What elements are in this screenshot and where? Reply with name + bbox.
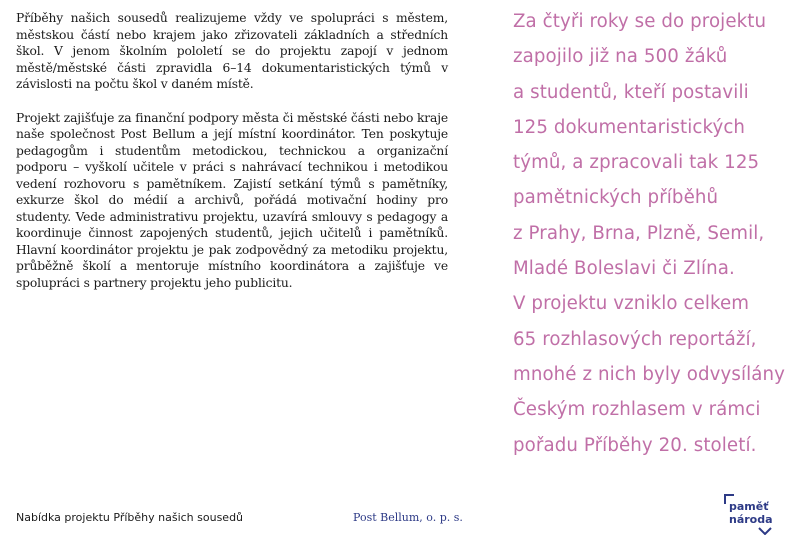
highlight-line: zapojilo již na 500 žáků <box>513 46 728 68</box>
highlight-line: mnohé z nich byly odvysílány <box>513 363 786 385</box>
highlight-line: Mladé Boleslavi či Zlína. <box>513 258 735 280</box>
highlight-line: týmů, a zpracovali tak 125 <box>513 152 760 174</box>
highlight-line: Českým rozhlasem v rámci <box>513 399 761 421</box>
chevron-down-icon <box>758 527 772 535</box>
body-text-column <box>16 10 448 308</box>
footer-organization: Post Bellum, o. p. s. <box>353 511 463 524</box>
highlight-line: a studentů, kteří postavili <box>513 81 749 103</box>
highlight-line: z Prahy, Brna, Plzně, Semil, <box>513 222 765 244</box>
logo-wordmark <box>729 500 773 526</box>
highlight-line: 65 rozhlasových reportáží, <box>513 328 757 350</box>
logo-line-1: paměť <box>729 500 769 513</box>
highlight-line: 125 dokumentaristických <box>513 116 746 138</box>
highlight-line: pamětnických příběhů <box>513 187 719 209</box>
logo-line-2: národa <box>729 513 773 526</box>
paragraph-1: Příběhy našich sousedů realizujeme vždy ve spolupráci s městem, městskou částí nebo krajem jako zřizovateli základních a středních škol. V jenom školním pololetí se do projektu zapojí v jednom městě/městské části zpravidla 6–14 dokumentaristických týmů v závislosti na počtu škol v daném místě. <box>16 11 448 91</box>
footer-project-title: Nabídka projektu Příběhy našich sousedů <box>16 511 244 524</box>
highlight-line: V projektu vzniklo celkem <box>513 293 750 315</box>
paragraph-2: Projekt zajišťuje za finanční podpory města či městské části nebo kraje naše společnost Post Bellum a její místní koordinátor. Ten poskytuje pedagogům i studentům metodickou, technickou a organizační podporu – vyškolí učitele v práci s nahrávací technikou i metodikou vedení rozhovoru s pamětníkem. Zajistí setkání týmů s pamětníky, exkurze škol do médií a archivů, pořádá motivační hodiny pro studenty. Vede administrativu projektu, uzavírá smlouvy s pedagogy a koordinuje činnost zapojených studentů, jejich učitelů i pamětníků. Hlavní koordinátor projektu je pak zodpovědný za metodiku projektu, průběžně školí a mentoruje místního koordinátora a zajišťuje ve spolupráci s partnery projektu jeho publicitu. <box>16 110 448 290</box>
pamet-naroda-logo <box>721 494 785 536</box>
highlight-quote <box>513 4 798 463</box>
highlight-line: pořadu Příběhy 20. století. <box>513 434 757 456</box>
highlight-line: Za čtyři roky se do projektu <box>513 11 767 32</box>
